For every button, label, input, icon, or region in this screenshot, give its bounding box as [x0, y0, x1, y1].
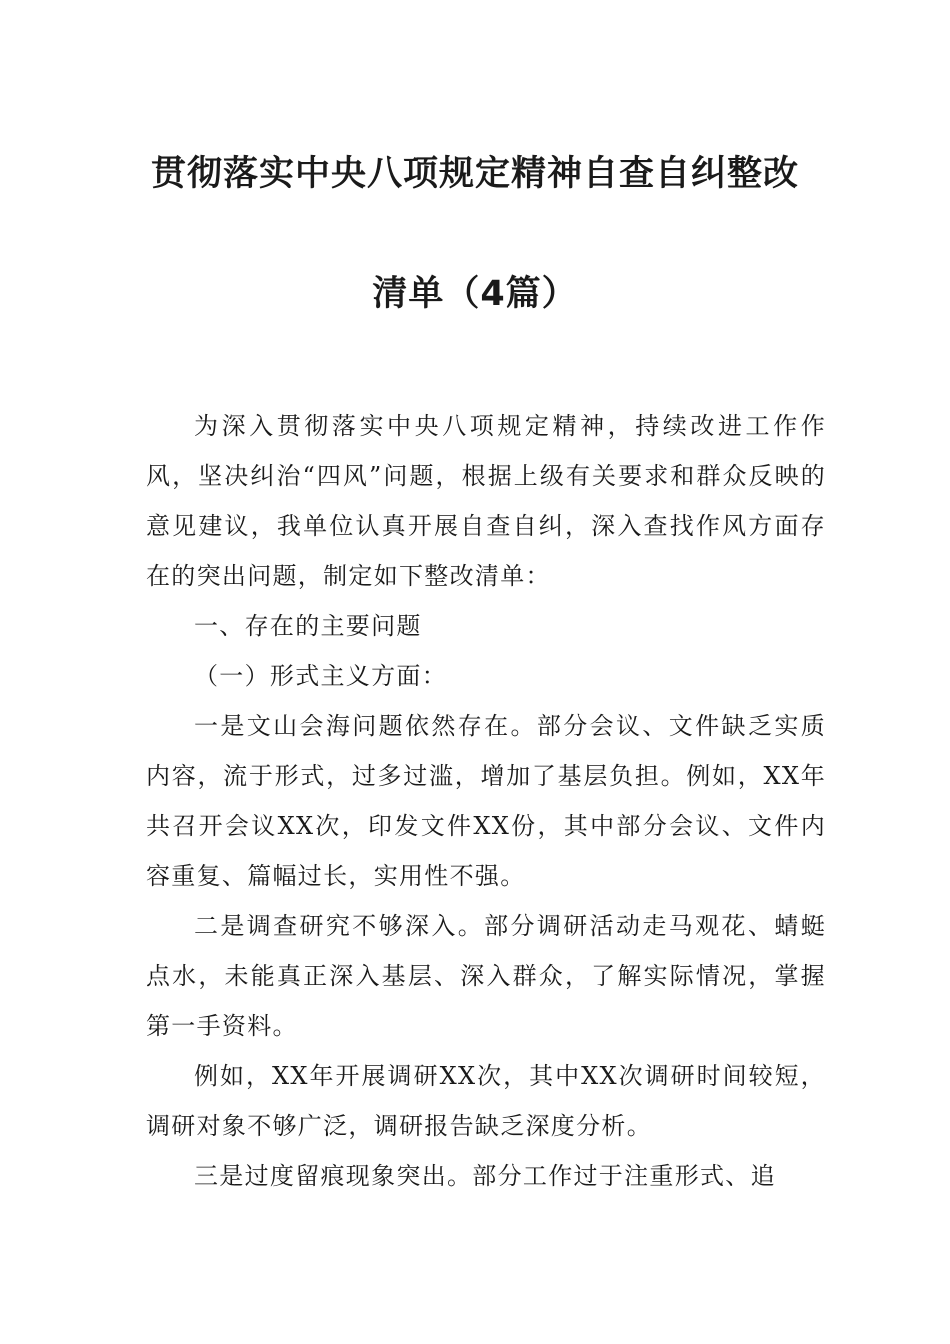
document-body: [146, 401, 826, 1201]
body-paragraph: 一是文山会海问题依然存在。部分会议、文件缺乏实质内容，流于形式，过多过滥，增加了基层负担。例如，XX年共召开会议XX次，印发文件XX份，其中部分会议、文件内容重复、篇幅过长，实用性不强。: [146, 712, 826, 890]
body-paragraph: 二是调查研究不够深入。部分调研活动走马观花、蜻蜓点水，未能真正深入基层、深入群众，了解实际情况，掌握第一手资料。: [146, 912, 826, 1040]
section-heading: 一、存在的主要问题: [194, 612, 422, 640]
intro-paragraph: 为深入贯彻落实中央八项规定精神，持续改进工作作风，坚决纠治“四风”问题，根据上级有关要求和群众反映的意见建议，我单位认真开展自查自纠，深入查找作风方面存在的突出问题，制定如下整改清单：: [146, 412, 826, 590]
document-title-line-1: 贯彻落实中央八项规定精神自查自纠整改: [150, 154, 799, 194]
body-paragraph: 例如，XX年开展调研XX次，其中XX次调研时间较短，调研对象不够广泛，调研报告缺乏深度分析。: [146, 1062, 826, 1140]
document-title-line-2: 清单（4篇）: [372, 274, 578, 314]
body-paragraph: 三是过度留痕现象突出。部分工作过于注重形式、追: [194, 1162, 776, 1190]
subsection-heading: （一）形式主义方面：: [194, 662, 447, 690]
